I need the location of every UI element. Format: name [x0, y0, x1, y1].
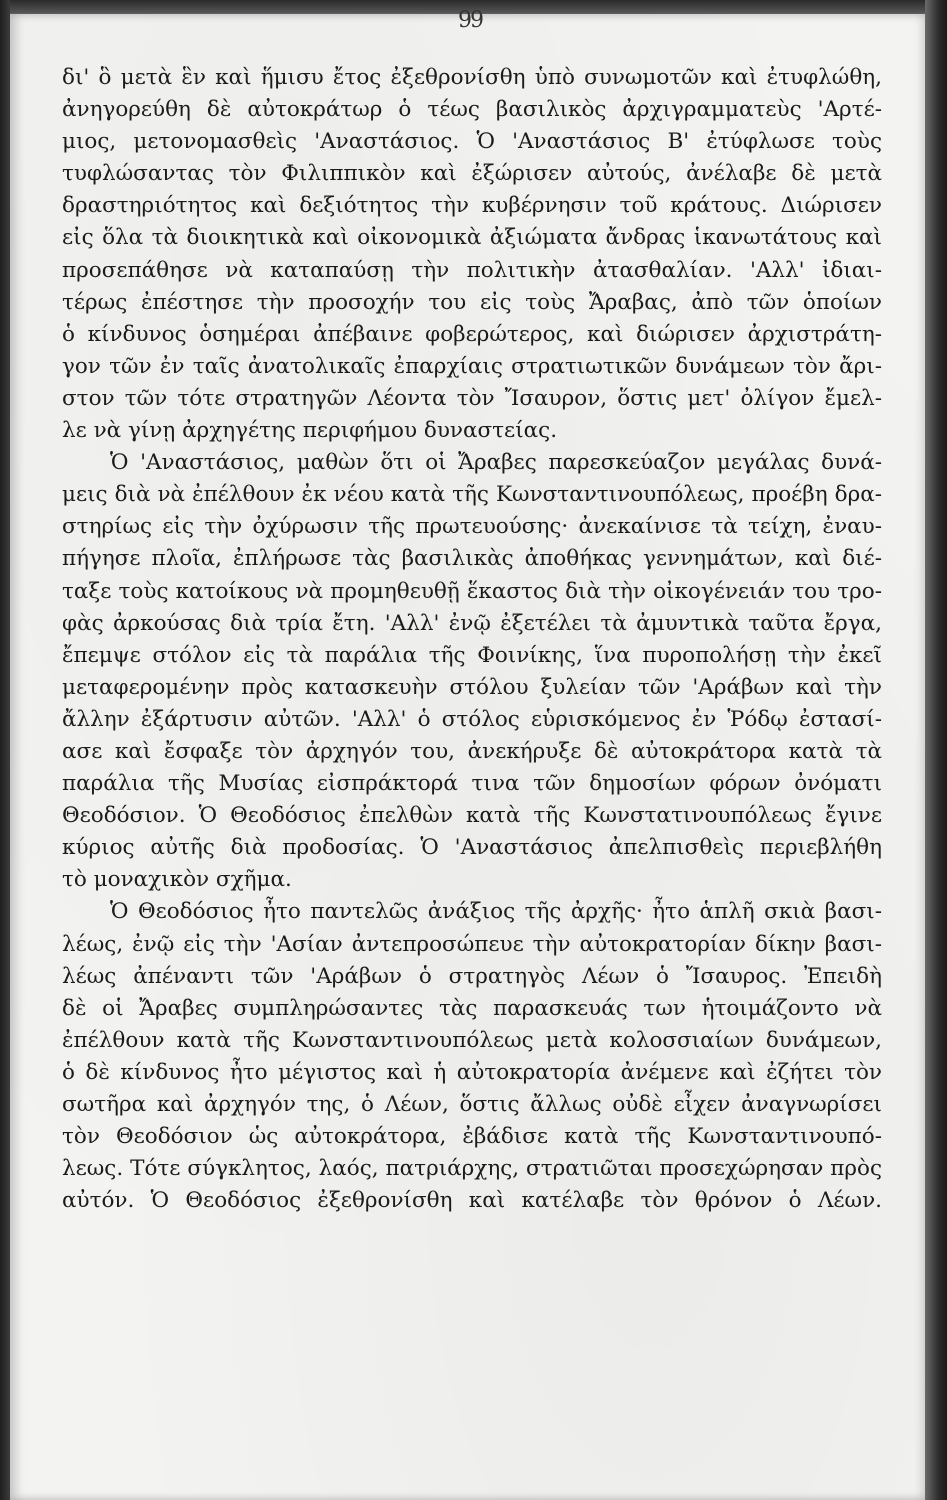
text-line: πήγησε πλοῖα, ἐπλήρωσε τὰς βασιλικὰς ἀποθήκας γεννημάτων, καὶ διέ- — [62, 546, 882, 572]
paragraph — [62, 447, 882, 896]
text-line: λέως ἀπέναντι τῶν 'Αράβων ὁ στρατηγὸς Λέων ὁ Ἴσαυρος. Ἐπειδὴ — [62, 963, 882, 989]
text-line: Θεοδόσιον. Ὁ Θεοδόσιος ἐπελθὼν κατὰ τῆς Κωνστατινουπόλεως ἔγινε — [62, 803, 882, 829]
text-line: στον τῶν τότε στρατηγῶν Λέοντα τὸν Ἴσαυρον, ὅστις μετ' ὀλίγον ἔμελ- — [62, 385, 882, 411]
paragraph — [62, 896, 882, 1217]
text-line: τὸ μοναχικὸν σχῆμα. — [62, 867, 292, 893]
text-line: ὁ δὲ κίνδυνος ἦτο μέγιστος καὶ ἡ αὐτοκρατορία ἀνέμενε καὶ ἐζήτει τὸν — [62, 1059, 882, 1085]
text-line: ασε καὶ ἔσφαξε τὸν ἀρχηγόν του, ἀνεκήρυξε δὲ αὐτοκράτορα κατὰ τὰ — [62, 738, 882, 764]
scan-border-left — [0, 0, 10, 1500]
text-line: λεως. Τότε σύγκλητος, λαός, πατριάρχης, στρατιῶται προσεχώρησαν πρὸς — [62, 1156, 882, 1182]
text-line: προσεπάθησε νὰ καταπαύσῃ τὴν πολιτικὴν ἀτασθαλίαν. 'Αλλ' ἰδιαι- — [62, 257, 882, 283]
text-line: αὐτόν. Ὁ Θεοδόσιος ἐξεθρονίσθη καὶ κατέλαβε τὸν θρόνον ὁ Λέων. — [62, 1188, 882, 1214]
text-line: κύριος αὐτῆς διὰ προδοσίας. Ὁ 'Αναστάσιος ἀπελπισθεὶς περιεβλήθη — [62, 835, 882, 861]
body-text — [62, 62, 882, 1217]
scan-border-right — [925, 0, 947, 1500]
text-line: σωτῆρα καὶ ἀρχηγόν της, ὁ Λέων, ὅστις ἄλλως οὐδὲ εἶχεν ἀναγνωρίσει — [62, 1092, 882, 1117]
text-line: ἐπέλθουν κατὰ τῆς Κωνσταντινουπόλεως μετὰ κολοσσιαίων δυνάμεων, — [62, 1027, 882, 1053]
book-page — [10, 8, 925, 1500]
text-line: τὸν Θεοδόσιον ὡς αὐτοκράτορα, ἐβάδισε κατὰ τῆς Κωνσταντινουπό- — [62, 1124, 882, 1150]
text-line: τυφλώσαντας τὸν Φιλιππικὸν καὶ ἐξώρισεν αὐτούς, ἀνέλαβε δὲ μετὰ — [62, 161, 882, 187]
text-line: ἔπεμψε στόλον εἰς τὰ παράλια τῆς Φοινίκης, ἵνα πυροπολήσῃ τὴν ἐκεῖ — [62, 642, 882, 668]
text-line: λέως, ἐνῷ εἰς τὴν 'Ασίαν ἀντεπροσώπευε τὴν αὐτοκρατορίαν δίκην βασι- — [62, 931, 882, 957]
text-line: παράλια τῆς Μυσίας εἰσπράκτορά τινα τῶν δημοσίων φόρων ὀνόματι — [62, 771, 882, 797]
text-line: Ὁ Θεοδόσιος ἦτο παντελῶς ἀνάξιος τῆς ἀρχῆς· ἦτο ἁπλῆ σκιὰ βασι- — [110, 899, 882, 925]
text-line: τέρως ἐπέστησε τὴν προσοχήν του εἰς τοὺς Ἄραβας, ἀπὸ τῶν ὁποίων — [62, 289, 882, 315]
text-line: Ὁ 'Αναστάσιος, μαθὼν ὅτι οἱ Ἄραβες παρεσκεύαζον μεγάλας δυνά- — [110, 450, 882, 476]
text-line: λε νὰ γίνῃ ἀρχηγέτης περιφήμου δυναστείας. — [62, 418, 558, 444]
text-line: γον τῶν ἐν ταῖς ἀνατολικαῖς ἐπαρχίαις στρατιωτικῶν δυνάμεων τὸν ἄρι- — [62, 353, 882, 379]
text-line: ὁ κίνδυνος ὁσημέραι ἀπέβαινε φοβερώτερος, καὶ διώρισεν ἀρχιστράτη- — [62, 321, 882, 347]
text-line: στηρίως εἰς τὴν ὀχύρωσιν τῆς πρωτευούσης· ἀνεκαίνισε τὰ τείχη, ἐναυ- — [62, 514, 882, 540]
text-line: μιος, μετονομασθεὶς 'Αναστάσιος. Ὁ 'Αναστάσιος Β' ἐτύφλωσε τοὺς — [62, 129, 882, 155]
text-line: φὰς ἀρκούσας διὰ τρία ἔτη. 'Αλλ' ἐνῷ ἐξετέλει τὰ ἀμυντικὰ ταῦτα ἔργα, — [62, 610, 882, 636]
text-line: εἰς ὅλα τὰ διοικητικὰ καὶ οἰκονομικὰ ἀξιώματα ἄνδρας ἱκανωτάτους καὶ — [62, 225, 882, 251]
text-line: ἀνηγορεύθη δὲ αὐτοκράτωρ ὁ τέως βασιλικὸς ἀρχιγραμματεὺς 'Αρτέ- — [62, 97, 882, 123]
text-line: δραστηριότητος καὶ δεξιότητος τὴν κυβέρνησιν τοῦ κράτους. Διώρισεν — [62, 193, 882, 219]
paragraph — [62, 62, 882, 447]
text-line: μεις διὰ νὰ ἐπέλθουν ἐκ νέου κατὰ τῆς Κωνσταντινουπόλεως, προέβη δρα- — [62, 482, 882, 508]
text-line: ταξε τοὺς κατοίκους νὰ προμηθευθῇ ἕκαστος διὰ τὴν οἰκογένειάν του τρο- — [62, 578, 882, 604]
page-number: 99 — [458, 8, 482, 33]
text-line: μεταφερομένην πρὸς κατασκευὴν στόλου ξυλείαν τῶν 'Αράβων καὶ τὴν — [62, 674, 882, 700]
text-line: ἄλλην ἐξάρτυσιν αὐτῶν. 'Αλλ' ὁ στόλος εὑρισκόμενος ἐν Ῥόδῳ ἐστασί- — [62, 706, 882, 732]
text-line: δι' ὃ μετὰ ἓν καὶ ἥμισυ ἔτος ἐξεθρονίσθη ὑπὸ συνωμοτῶν καὶ ἐτυφλώθη, — [62, 65, 882, 90]
text-line: δὲ οἱ Ἄραβες συμπληρώσαντες τὰς παρασκευάς των ἡτοιμάζοντο νὰ — [62, 995, 882, 1021]
